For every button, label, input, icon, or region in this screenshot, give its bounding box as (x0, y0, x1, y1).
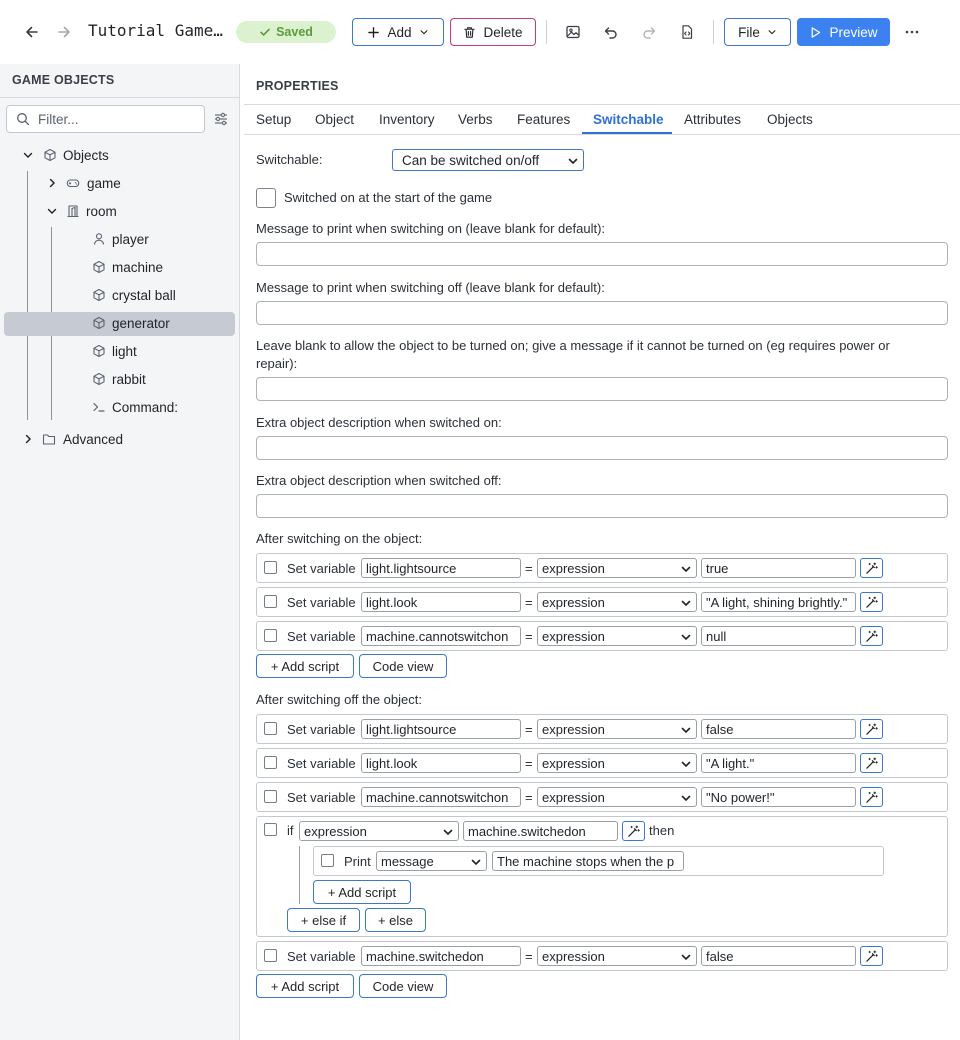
variable-input[interactable]: light.lightsource (361, 558, 521, 578)
type-select[interactable] (537, 592, 697, 612)
tab-switchable[interactable]: Switchable (593, 112, 664, 127)
script-row (256, 941, 948, 971)
script-keyword: Set variable (287, 949, 356, 964)
type-select[interactable] (537, 719, 697, 739)
tab-setup[interactable]: Setup (256, 112, 292, 127)
expression-editor-button[interactable] (860, 946, 883, 966)
door-icon (66, 204, 80, 218)
script-keyword: Set variable (287, 722, 356, 737)
type-value: expression (542, 560, 605, 576)
tab-object[interactable]: Object (315, 112, 355, 127)
tree-label: Command: (112, 399, 179, 415)
type-select[interactable] (537, 787, 697, 807)
msg-off-label: Message to print when switching off (leave blank for default): (256, 280, 605, 295)
file-label: File (738, 24, 760, 40)
ellipsis-icon (904, 24, 920, 40)
type-value: expression (542, 755, 605, 771)
tab-attributes[interactable]: Attributes (684, 112, 742, 127)
script-keyword: Set variable (287, 561, 356, 576)
add-label: Add (387, 24, 412, 40)
variable-input[interactable]: machine.cannotswitchon (361, 787, 521, 807)
tree-label: crystal ball (112, 287, 176, 303)
active-tab-indicator (582, 132, 672, 134)
magic-wand-icon (627, 825, 640, 838)
arrow-left-icon (24, 24, 40, 40)
expression-editor-button[interactable] (860, 787, 883, 807)
chevron-down-icon (681, 759, 691, 769)
variable-input[interactable]: machine.cannotswitchon (361, 626, 521, 646)
condition-type-select[interactable] (299, 821, 459, 841)
script-keyword: Set variable (287, 756, 356, 771)
preview-button[interactable] (797, 18, 890, 46)
redo-icon (641, 24, 657, 40)
chevron-down-icon (767, 27, 777, 37)
chevron-down-icon (681, 564, 691, 574)
expression-editor-button[interactable] (860, 626, 883, 646)
trash-icon (463, 26, 476, 39)
after-off-label: After switching off the object: (256, 692, 422, 707)
type-value: expression (542, 594, 605, 610)
magic-wand-icon (865, 950, 878, 963)
filter-field[interactable] (6, 105, 205, 133)
type-value: expression (542, 789, 605, 805)
print-type-select[interactable] (376, 851, 487, 871)
condition-type-value: expression (304, 823, 367, 839)
desc-off-label: Extra object description when switched off: (256, 473, 502, 488)
print-type-value: message (381, 853, 434, 869)
chevron-down-icon (46, 205, 58, 217)
chevron-down-icon (419, 27, 429, 37)
script-row (256, 587, 948, 617)
variable-input[interactable]: light.look (361, 753, 521, 773)
delete-label: Delete (483, 24, 523, 40)
tab-objects[interactable]: Objects (767, 112, 813, 127)
variable-input[interactable]: light.lightsource (361, 719, 521, 739)
value-input[interactable]: "A light." (701, 753, 856, 773)
saved-label: Saved (276, 25, 313, 39)
expression-editor-button[interactable] (622, 821, 645, 841)
tree-guide-line (27, 171, 28, 420)
type-select[interactable] (537, 626, 697, 646)
value-input[interactable]: "A light, shining brightly." (701, 592, 856, 612)
expression-editor-button[interactable] (860, 753, 883, 773)
image-icon (565, 24, 581, 40)
magic-wand-icon (865, 630, 878, 643)
chevron-down-icon (443, 827, 453, 837)
type-value: expression (542, 628, 605, 644)
chevron-down-icon (681, 632, 691, 642)
value-input[interactable]: false (701, 946, 856, 966)
add-script-button[interactable]: + Add script (256, 974, 354, 998)
tree-item-generator[interactable] (92, 311, 170, 335)
code-view-button[interactable]: Code view (359, 974, 447, 998)
preview-label: Preview (829, 24, 878, 40)
tree-label: game (87, 175, 121, 191)
equals-sign: = (525, 949, 533, 964)
chevron-right-icon (46, 177, 58, 189)
check-icon (259, 26, 271, 38)
cube-icon (92, 260, 106, 274)
folder-icon (42, 432, 56, 446)
variable-input[interactable]: light.look (361, 592, 521, 612)
properties-panel (244, 64, 960, 1040)
type-select[interactable] (537, 946, 697, 966)
delete-button[interactable] (450, 18, 536, 46)
script-row (256, 748, 948, 778)
script-checkbox[interactable] (264, 756, 277, 769)
filter-options-icon[interactable] (213, 111, 229, 127)
search-icon (16, 112, 30, 126)
toolbar-divider (546, 20, 547, 44)
expression-editor-button[interactable] (860, 558, 883, 578)
image-button[interactable] (562, 21, 584, 43)
equals-sign: = (525, 722, 533, 737)
add-button[interactable] (352, 18, 444, 46)
game-objects-sidebar (0, 64, 240, 1040)
more-options-button[interactable] (901, 21, 923, 43)
toolbar (0, 0, 960, 64)
script-checkbox[interactable] (264, 823, 277, 836)
tree-item-objects[interactable] (22, 143, 109, 167)
chevron-down-icon (22, 149, 34, 161)
chevron-right-icon (22, 433, 34, 445)
magic-wand-icon (865, 757, 878, 770)
script-checkbox[interactable] (264, 629, 277, 642)
script-row (256, 782, 948, 812)
tree-label: light (112, 343, 137, 359)
magic-wand-icon (865, 791, 878, 804)
code-file-button[interactable] (676, 21, 698, 43)
script-checkbox[interactable] (264, 595, 277, 608)
tree-label: room (86, 203, 117, 219)
print-value-input[interactable]: The machine stops when the p (492, 851, 684, 871)
tree-item-crystal-ball[interactable] (92, 283, 176, 307)
type-value: expression (542, 721, 605, 737)
tree-label: machine (112, 259, 164, 275)
expression-editor-button[interactable] (860, 719, 883, 739)
file-menu-button[interactable] (724, 18, 791, 46)
equals-sign: = (525, 629, 533, 644)
then-block-guide (299, 846, 300, 904)
switchable-value: Can be switched on/off (402, 152, 540, 168)
sidebar-heading: GAME OBJECTS (12, 73, 115, 87)
tree-item-machine[interactable] (92, 255, 163, 279)
tab-verbs[interactable]: Verbs (458, 112, 493, 127)
cube-icon (92, 316, 106, 330)
script-checkbox[interactable] (264, 949, 277, 962)
cube-icon (92, 344, 106, 358)
tree-label: player (112, 231, 149, 247)
switched-on-checkbox[interactable] (256, 188, 276, 208)
script-checkbox[interactable] (264, 561, 277, 574)
script-keyword: Set variable (287, 629, 356, 644)
cannot-switch-on-label-cont: repair): (256, 356, 298, 371)
tree-label: Objects (63, 147, 109, 163)
redo-button[interactable] (638, 21, 660, 43)
cannot-switch-on-field[interactable] (256, 377, 948, 401)
then-keyword: then (649, 823, 675, 838)
tree-item-light[interactable] (92, 339, 137, 363)
properties-tabs (244, 105, 960, 135)
script-row (256, 553, 948, 583)
tree-label: Advanced (63, 431, 124, 447)
chevron-down-icon (681, 952, 691, 962)
tab-inventory[interactable]: Inventory (379, 112, 435, 127)
else-button[interactable]: + else (365, 908, 426, 932)
tree-item-advanced[interactable] (22, 427, 123, 451)
arrow-right-icon (56, 24, 72, 40)
chevron-down-icon (681, 598, 691, 608)
desc-off-field[interactable] (256, 494, 948, 518)
game-title: Tutorial Game… (88, 21, 223, 40)
code-view-button[interactable]: Code view (359, 654, 447, 678)
value-input[interactable]: null (701, 626, 856, 646)
print-script-row (313, 846, 884, 876)
add-script-button[interactable]: + Add script (313, 880, 411, 904)
filter-input[interactable] (38, 112, 198, 127)
tree-item-rabbit[interactable] (92, 367, 146, 391)
cube-icon (43, 148, 57, 162)
gamepad-icon (66, 176, 80, 190)
print-keyword: Print (344, 854, 371, 869)
terminal-icon (92, 400, 106, 414)
chevron-down-icon (681, 793, 691, 803)
switchable-select[interactable] (392, 149, 584, 171)
script-checkbox[interactable] (321, 854, 334, 867)
msg-on-label: Message to print when switching on (leave blank for default): (256, 221, 606, 236)
play-icon (809, 26, 822, 39)
tree-label: generator (112, 315, 170, 331)
toolbar-divider (713, 20, 714, 44)
variable-input[interactable]: machine.switchedon (361, 946, 521, 966)
script-checkbox[interactable] (264, 722, 277, 735)
msg-on-field[interactable] (256, 242, 948, 266)
equals-sign: = (525, 790, 533, 805)
cube-icon (92, 372, 106, 386)
script-row (256, 621, 948, 651)
type-select[interactable] (537, 558, 697, 578)
add-script-button[interactable]: + Add script (256, 654, 354, 678)
script-keyword: Set variable (287, 595, 356, 610)
script-row (256, 714, 948, 744)
script-keyword: Set variable (287, 790, 356, 805)
forward-button[interactable] (52, 20, 76, 44)
tree-item-command[interactable] (92, 395, 178, 419)
equals-sign: = (525, 756, 533, 771)
after-on-label: After switching on the object: (256, 531, 423, 546)
if-block (256, 816, 948, 937)
sidebar-divider (0, 97, 239, 98)
cube-icon (92, 288, 106, 302)
saved-badge (236, 21, 336, 43)
back-button[interactable] (20, 20, 44, 44)
type-select[interactable] (537, 753, 697, 773)
condition-input[interactable]: machine.switchedon (463, 821, 618, 841)
cannot-switch-on-label: Leave blank to allow the object to be turned on; give a message if it cannot be turned on (eg requires power or (256, 338, 890, 353)
tab-features[interactable]: Features (517, 112, 571, 127)
chevron-down-icon (471, 857, 481, 867)
switched-on-label: Switched on at the start of the game (284, 190, 493, 205)
tree-item-room[interactable] (46, 199, 117, 223)
value-input[interactable]: "No power!" (701, 787, 856, 807)
tree-item-player[interactable] (92, 227, 149, 251)
chevron-down-icon (681, 725, 691, 735)
equals-sign: = (525, 561, 533, 576)
expression-editor-button[interactable] (860, 592, 883, 612)
tree-item-game[interactable] (46, 171, 121, 195)
switchable-label: Switchable: (256, 152, 323, 167)
desc-on-field[interactable] (256, 436, 948, 460)
value-input[interactable]: false (701, 719, 856, 739)
else-if-button[interactable]: + else if (287, 908, 360, 932)
undo-icon (603, 24, 619, 40)
magic-wand-icon (865, 562, 878, 575)
plus-icon (367, 26, 380, 39)
person-icon (92, 232, 106, 246)
chevron-down-icon (568, 156, 578, 166)
tree-label: rabbit (112, 371, 146, 387)
properties-heading: PROPERTIES (256, 79, 339, 93)
magic-wand-icon (865, 596, 878, 609)
desc-on-label: Extra object description when switched on: (256, 415, 502, 430)
value-input[interactable]: true (701, 558, 856, 578)
script-checkbox[interactable] (264, 790, 277, 803)
magic-wand-icon (865, 723, 878, 736)
msg-off-field[interactable] (256, 301, 948, 325)
undo-button[interactable] (600, 21, 622, 43)
type-value: expression (542, 948, 605, 964)
if-keyword: if (287, 823, 294, 838)
file-code-icon (679, 24, 695, 40)
equals-sign: = (525, 595, 533, 610)
